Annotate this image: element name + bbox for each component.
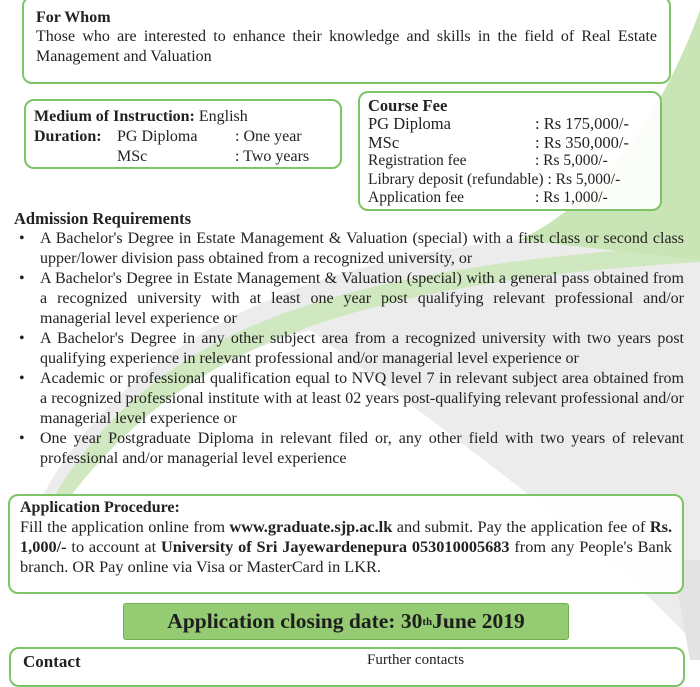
duration-value: : One year: [235, 128, 302, 145]
bullet-icon: •: [19, 270, 25, 287]
fee-label: PG Diploma: [368, 114, 451, 133]
duration-row: [34, 127, 332, 147]
medium-label: Medium of Instruction:: [34, 108, 195, 125]
contact-heading: Contact: [23, 652, 81, 671]
fee-value: : Rs 5,000/-: [535, 152, 608, 169]
closing-date-banner: Application closing date: 30 th June 2019: [123, 603, 569, 640]
bullet-icon: •: [19, 230, 25, 247]
list-item: • One year Postgraduate Diploma in relevant filed or, any other field with two years of relevant professional and/or managerial level experience: [19, 430, 684, 467]
for-whom-text: Those who are interested to enhance their knowledge and skills in the field of Real Estate Management and Valuation: [36, 28, 657, 65]
fee-row: [368, 171, 652, 190]
further-contacts-label: Further contacts: [367, 652, 465, 668]
admission-heading: Admission Requirements: [14, 209, 192, 228]
fee-value: : Rs 175,000/-: [535, 114, 629, 133]
fee-label: Application fee: [368, 189, 464, 206]
duration-program: MSc: [117, 148, 148, 165]
admission-requirements: [14, 209, 684, 469]
fee-row: [368, 152, 652, 171]
fee-row: [368, 134, 652, 153]
list-item: • A Bachelor's Degree in Estate Management & Valuation (special) with a first class or second class upper/lower division pass obtained from a recognized university, or: [19, 230, 684, 267]
duration-program: PG Diploma: [117, 128, 198, 145]
duration-label: Duration:: [34, 128, 102, 145]
fee-label: Library deposit (refundable): [368, 170, 544, 188]
account-name: University of Sri Jayewardenepura: [160, 537, 408, 556]
bullet-icon: •: [19, 370, 25, 387]
bullet-icon: •: [19, 430, 25, 447]
fee-value: : Rs 350,000/-: [535, 132, 629, 152]
bullet-icon: •: [19, 330, 25, 347]
medium-duration-box: [24, 99, 342, 169]
medium-value: English: [198, 108, 248, 125]
course-fee-box: [358, 91, 662, 211]
course-fee-heading: Course Fee: [368, 96, 448, 115]
duration-row: [34, 147, 332, 167]
fee-label: MSc: [368, 132, 400, 152]
contact-box: [9, 647, 685, 687]
admission-list: [14, 229, 684, 469]
list-item: • A Bachelor's Degree in Estate Management & Valuation (special) with a general pass obtained from a recognized university with at least one year post qualifying relevant professional and/or managerial level experience or: [19, 270, 684, 327]
application-fee-amount: Rs. 1,000/-: [20, 517, 673, 556]
application-procedure-box: [8, 494, 684, 594]
list-item: • Academic or professional qualification equal to NVQ level 7 in relevant subject area obtained from a recognized professional institute with at least 02 years post-qualifying relevant professional and/or managerial level experience or: [19, 370, 684, 427]
for-whom-box: [22, 0, 671, 84]
account-number: 053010005683: [411, 537, 510, 556]
website-link[interactable]: www.graduate.sjp.ac.lk: [229, 517, 393, 536]
list-item: • A Bachelor's Degree in any other subject area from a recognized university with two years post qualifying experience in relevant professional and/or managerial level experience or: [19, 330, 684, 367]
fee-row: [368, 115, 652, 134]
fee-row: [368, 189, 652, 208]
fee-value: : Rs 5,000/-: [547, 170, 621, 188]
procedure-text: Fill the application online from www.graduate.sjp.ac.lk and submit. Pay the application fee of Rs. 1,000/- to account at University of Sri Jayewardenepura 053010005683 from any People's Bank branch. OR Pay online via Visa or MasterCard in LKR.: [20, 517, 673, 576]
for-whom-heading: For Whom: [36, 9, 111, 26]
fee-value: : Rs 1,000/-: [535, 189, 608, 206]
duration-value: : Two years: [235, 148, 310, 165]
fee-label: Registration fee: [368, 152, 467, 169]
procedure-heading: Application Procedure:: [20, 499, 180, 516]
medium-row: [34, 107, 332, 127]
